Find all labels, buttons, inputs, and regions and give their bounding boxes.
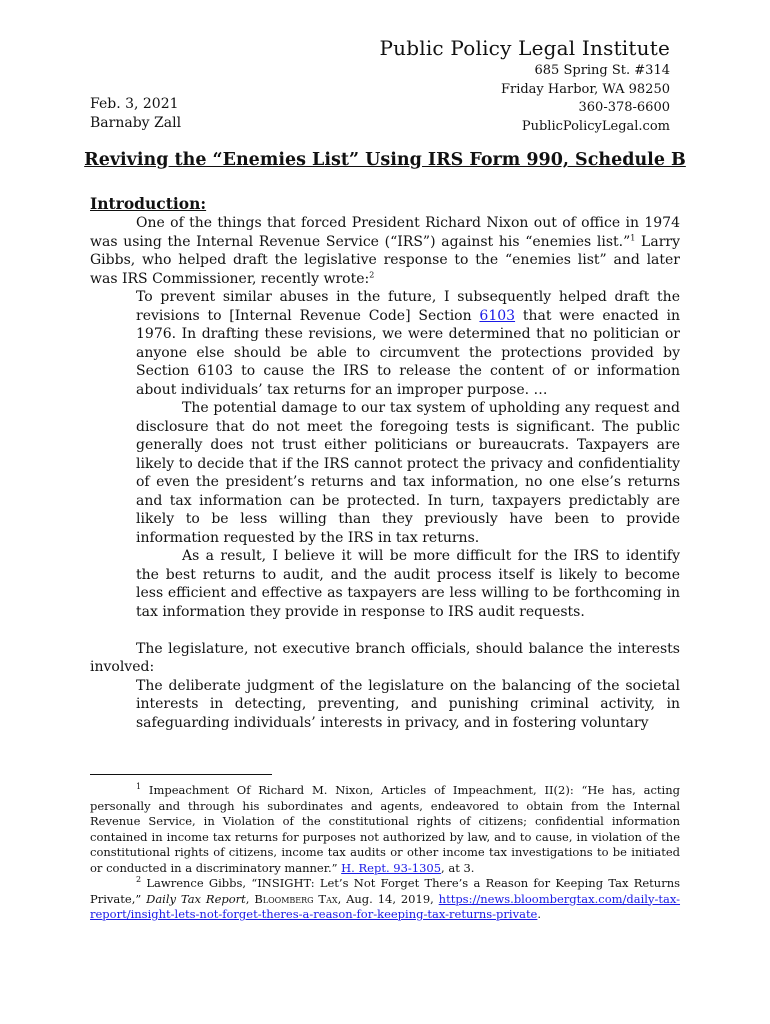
bloomberg-article-link[interactable]: https://news.bloombergtax.com/daily-tax-report/insight-lets-not-forget-theres-a-reason-for-keeping-tax-returns-private: [90, 891, 681, 921]
footnote-ref-2[interactable]: 2: [369, 269, 375, 279]
quote-paragraph-2: The potential damage to our tax system of upholding any request and disclosure that do not meet the foregoing tests is significant. The public generally does not trust either politicians or bureaucrats. Taxpayers are likely to decide that if the IRS cannot protect the privacy and confidentiality of even the president’s returns and tax information, no one else’s returns and tax information can be protected. In turn, taxpayers predictably are likely to be less willing than they previously have been to provide information requested by the IRS in tax returns.: [136, 400, 680, 546]
publisher-name: Bloomberg Tax: [254, 891, 338, 906]
organization-name: Public Policy Legal Institute: [379, 36, 670, 60]
footnote-2-tail: .: [537, 907, 542, 921]
quote1-text-2: that were enacted in 1976. In drafting these revisions, we were determined that no politician or anyone else should be able to circumvent the protections provided by Section 6103 to cause the IRS to release the content of or information about individuals’ tax returns for an improper purpose. …: [136, 307, 680, 398]
footnote-1-tail: , at 3.: [441, 860, 475, 875]
house-report-link[interactable]: H. Rept. 93-1305: [341, 860, 442, 875]
publication-name: Daily Tax Report: [146, 891, 246, 906]
footnote-1: [90, 783, 680, 876]
section-heading-introduction: Introduction:: [90, 194, 207, 213]
intro-text-2: Larry Gibbs, who helped draft the legislative response to the “enemies list” and later was IRS Commissioner, recently wrote:: [90, 233, 680, 287]
document-date: Feb. 3, 2021: [90, 96, 179, 112]
letterhead-address: [370, 62, 670, 136]
footnote-ref-1[interactable]: 1: [630, 232, 636, 242]
quote-paragraph-1: [136, 288, 680, 399]
footnote-1-text: Impeachment Of Richard M. Nixon, Articles of Impeachment, II(2): “He has, acting personally and through his subordinates and agents, endeavored to obtain from the Internal Revenue Service, in Violation of the constitutional rights of citizens; confidential information contained in income tax returns for purposes not authorized by law, and to cause, in violation of the constitutional rights of citizens, income tax audits or other income tax investigations to be initiated or conducted in a discriminatory manner.”: [90, 783, 680, 875]
document-author: Barnaby Zall: [90, 114, 182, 131]
footnote-2-marker: 2: [136, 875, 142, 885]
intro-text-1: One of the things that forced President Richard Nixon out of office in 1974 was using the Internal Revenue Service (“IRS”) against his “enemies list.”: [90, 215, 680, 250]
legislature-paragraph: The legislature, not executive branch officials, should balance the interests involved:: [90, 640, 680, 675]
document-meta: [90, 95, 181, 132]
quote1-text-1: To prevent similar abuses in the future, I subsequently helped draft the revisions to [Internal Revenue Code] Section: [136, 289, 680, 324]
paragraph-spacer: [90, 621, 680, 640]
document-title: Reviving the “Enemies List” Using IRS Form 990, Schedule B: [84, 150, 686, 170]
quote-paragraph-4: The deliberate judgment of the legislature on the balancing of the societal interests in detecting, preventing, and punishing criminal activity, in safeguarding individuals’ interests in privacy, and in fostering voluntary: [136, 677, 680, 731]
footnote-2: [90, 876, 680, 923]
phone-number: 360-378-6600: [578, 100, 670, 115]
footnote-2-separator: ,: [245, 891, 255, 906]
footnote-2-text: Lawrence Gibbs, “INSIGHT: Let’s Not Forget There’s a Reason for Keeping Tax Returns Private,”: [90, 876, 681, 906]
footnote-divider: [90, 774, 272, 775]
section-6103-link[interactable]: 6103: [479, 307, 516, 324]
address-line-1: 685 Spring St. #314: [534, 63, 670, 78]
quote-paragraph-3: As a result, I believe it will be more difficult for the IRS to identify the best returns to audit, and the audit process itself is likely to become less efficient and effective as taxpayers are less willing to be forthcoming in tax information they provide in response to IRS audit requests.: [136, 548, 680, 620]
website: PublicPolicyLegal.com: [521, 118, 670, 134]
address-line-2: Friday Harbor, WA 98250: [500, 81, 670, 97]
intro-paragraph: [90, 214, 680, 288]
footnote-1-marker: 1: [136, 782, 142, 792]
document-body: [90, 214, 680, 732]
footnote-2-date: , Aug. 14, 2019,: [337, 891, 439, 906]
footnotes: [90, 783, 680, 923]
